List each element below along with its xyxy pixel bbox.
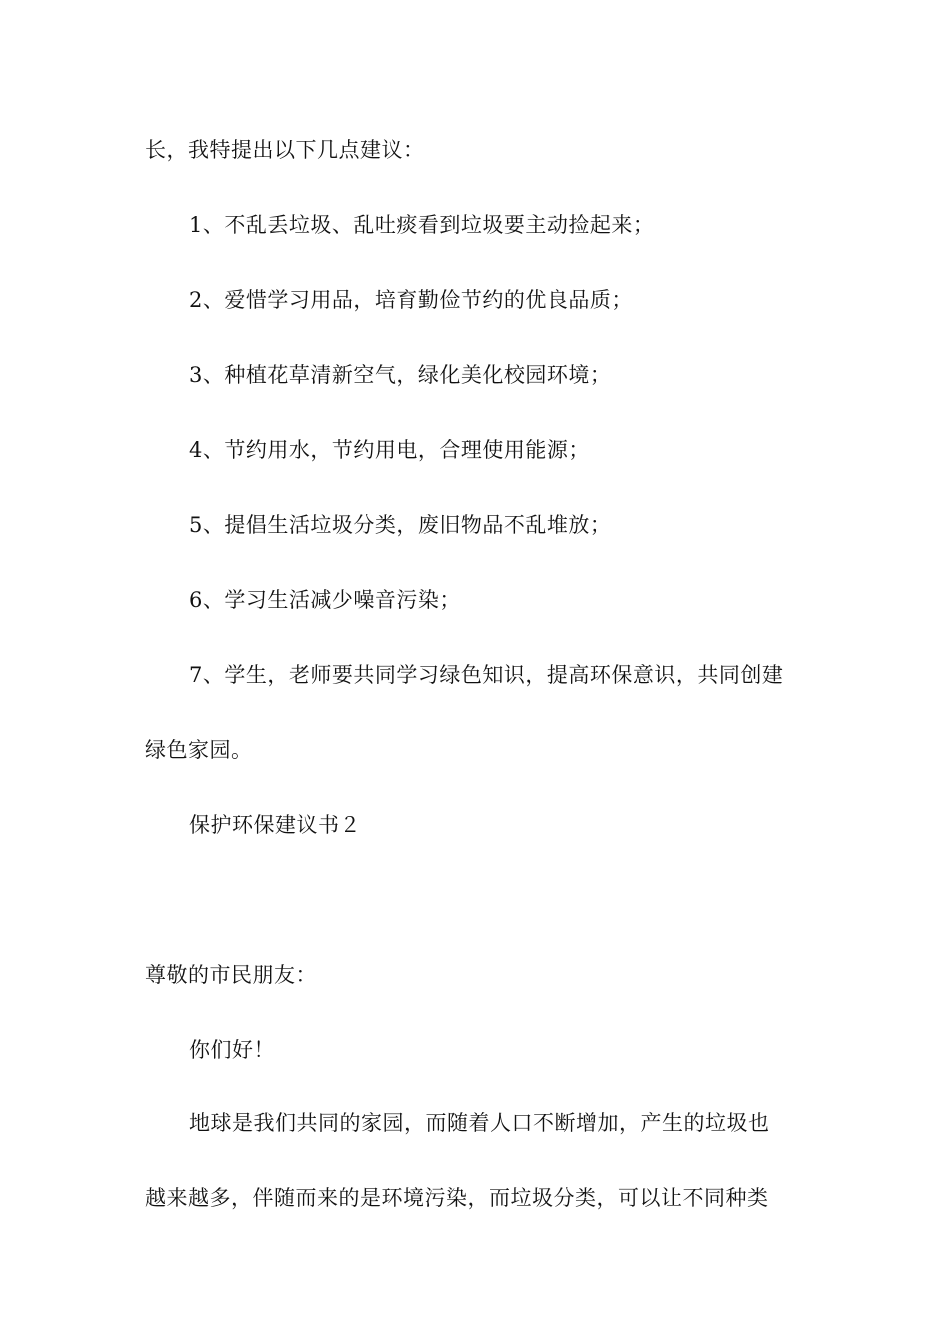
paragraph-line: 长，我特提出以下几点建议：	[145, 138, 425, 162]
list-item: 4、节约用水，节约用电，合理使用能源；	[189, 438, 590, 462]
salutation: 尊敬的市民朋友：	[145, 963, 317, 987]
list-item: 5、提倡生活垃圾分类，废旧物品不乱堆放；	[189, 513, 612, 537]
paragraph-line: 地球是我们共同的家园，而随着人口不断增加，产生的垃圾也	[189, 1111, 770, 1135]
section-heading: 保护环保建议书２	[189, 813, 361, 837]
list-item: 7、学生，老师要共同学习绿色知识，提高环保意识，共同创建	[189, 663, 784, 687]
paragraph-line: 越来越多，伴随而来的是环境污染，而垃圾分类，可以让不同种类	[145, 1186, 769, 1210]
list-item: 2、爱惜学习用品，培育勤俭节约的优良品质；	[189, 288, 633, 312]
greeting: 你们好！	[189, 1038, 275, 1062]
list-item: 6、学习生活减少噪音污染；	[189, 588, 461, 612]
list-item: 3、种植花草清新空气，绿化美化校园环境；	[189, 363, 612, 387]
list-item: 1、不乱丢垃圾、乱吐痰看到垃圾要主动捡起来；	[189, 213, 655, 237]
paragraph-line: 绿色家园。	[145, 738, 253, 762]
